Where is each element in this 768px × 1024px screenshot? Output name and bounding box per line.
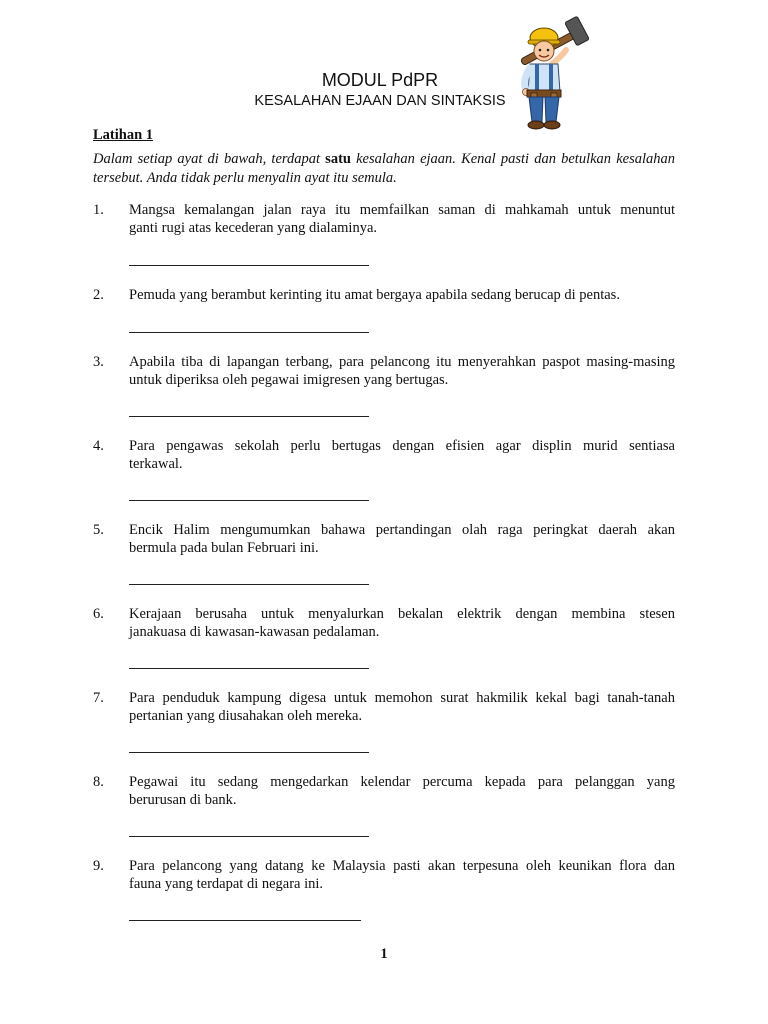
question-number: 6.: [93, 606, 104, 622]
question-line-1: Kerajaan berusaha untuk menyalurkan bekalan elektrik dengan membina stesen: [129, 606, 675, 622]
answer-line-5[interactable]: [129, 584, 369, 585]
answer-line-7[interactable]: [129, 752, 369, 753]
question-line-1: Encik Halim mengumumkan bahawa pertandingan olah raga peringkat daerah akan: [129, 522, 675, 538]
question-text: [129, 689, 675, 725]
answer-line-9[interactable]: [129, 920, 361, 921]
instruction-emphasis: satu: [325, 151, 351, 167]
answer-line-3[interactable]: [129, 416, 369, 417]
question-number: 7.: [93, 690, 104, 706]
question-line-1: Para pelancong yang datang ke Malaysia pasti akan terpesuna oleh keunikan flora dan: [129, 858, 675, 874]
question-text: [129, 605, 675, 641]
question-number: 9.: [93, 858, 104, 874]
answer-line-4[interactable]: [129, 500, 369, 501]
answer-line-6[interactable]: [129, 668, 369, 669]
question-number: 3.: [93, 354, 104, 370]
question-line-2: pertanian yang diusahakan oleh mereka.: [129, 708, 363, 724]
question-line-1: Pemuda yang berambut kerinting itu amat bergaya apabila sedang berucap di pentas.: [129, 287, 620, 303]
instruction-text-after: kesalahan ejaan. Kenal pasti dan betulkan kesalahan tersebut. Anda tidak perlu menyalin ayat itu semula.: [93, 151, 675, 186]
question-line-1: Mangsa kemalangan jalan raya itu memfailkan saman di mahkamah untuk menuntut: [129, 202, 675, 218]
question-text: [129, 286, 675, 304]
question-line-2: ganti rugi atas kecederan yang dialaminya.: [129, 220, 378, 236]
question-line-2: terkawal.: [129, 456, 183, 472]
module-subtitle: KESALAHAN EJAAN DAN SINTAKSIS: [254, 93, 506, 109]
answer-line-2[interactable]: [129, 332, 369, 333]
question-text: [129, 773, 675, 809]
question-text: [129, 201, 675, 237]
question-text: [129, 353, 675, 389]
module-title: MODUL PdPR: [321, 70, 439, 90]
question-line-2: berurusan di bank.: [129, 792, 237, 808]
question-line-1: Pegawai itu sedang mengedarkan kelendar percuma kepada para pelanggan yang: [129, 774, 675, 790]
answer-line-1[interactable]: [129, 265, 369, 266]
question-line-2: fauna yang terdapat di negara ini.: [129, 876, 324, 892]
question-line-1: Apabila tiba di lapangan terbang, para pelancong itu menyerahkan paspot masing-masing: [129, 354, 675, 370]
question-line-2: bermula pada bulan Februari ini.: [129, 540, 319, 556]
page-number: 1: [380, 946, 388, 962]
construction-worker-with-hammer-icon: [498, 14, 602, 132]
exercise-instruction: [93, 150, 675, 188]
question-line-1: Para penduduk kampung digesa untuk memohon surat hakmilik kekal bagi tanah-tanah: [129, 690, 675, 706]
question-number: 8.: [93, 774, 104, 790]
question-number: 4.: [93, 438, 104, 454]
question-text: [129, 857, 675, 893]
question-text: [129, 437, 675, 473]
question-number: 5.: [93, 522, 104, 538]
question-line-1: Para pengawas sekolah perlu bertugas dengan efisien agar displin murid sentiasa: [129, 438, 675, 454]
answer-line-8[interactable]: [129, 836, 369, 837]
question-number: 1.: [93, 202, 104, 218]
question-number: 2.: [93, 287, 104, 303]
exercise-heading: Latihan 1: [93, 127, 154, 143]
instruction-text-before: Dalam setiap ayat di bawah, terdapat: [93, 151, 326, 167]
question-line-2: untuk diperiksa oleh pegawai imigresen yang bertugas.: [129, 372, 449, 388]
question-line-2: janakuasa di kawasan-kawasan pedalaman.: [129, 624, 380, 640]
question-text: [129, 521, 675, 557]
